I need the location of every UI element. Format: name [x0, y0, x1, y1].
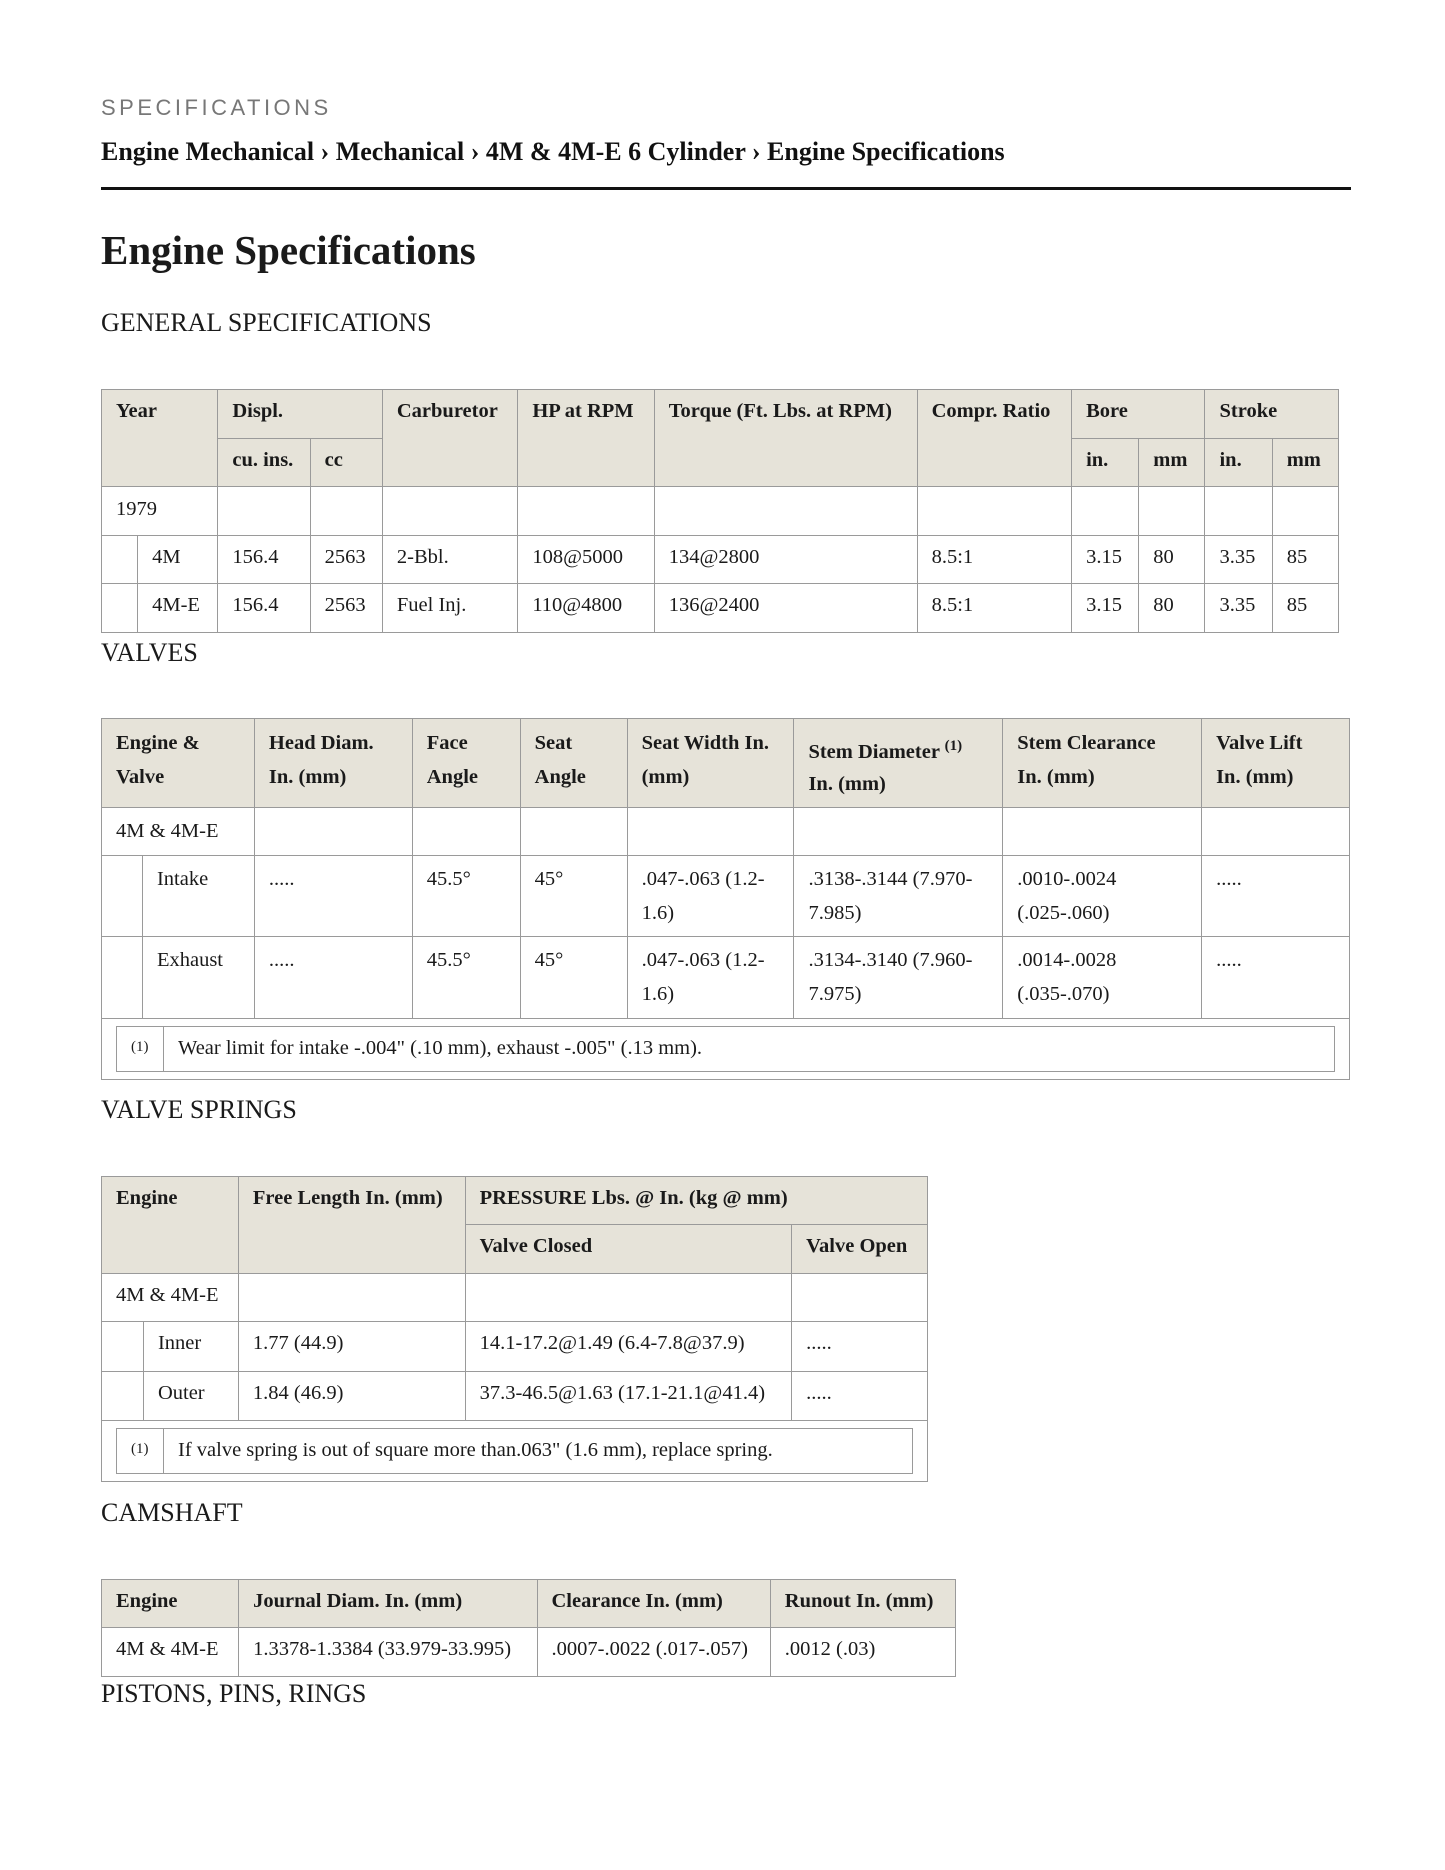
table-group-row	[102, 808, 1350, 856]
col-header-seat-angle	[520, 719, 627, 808]
cell-cc: 2563	[310, 584, 382, 633]
cell-seat-width	[627, 856, 794, 937]
table-header-row	[102, 1580, 956, 1628]
header-line: Stem Clearance	[1017, 732, 1156, 754]
col-header-runout: Runout In. (mm)	[770, 1580, 955, 1628]
cell-stem-clearance	[1003, 937, 1202, 1019]
cell-line: 7.985)	[808, 902, 862, 924]
cell-stem-diameter	[794, 937, 1003, 1019]
cell-face-angle: 45.5°	[412, 856, 520, 937]
cell-valve-lift: .....	[1202, 856, 1350, 937]
cell-spring: Inner	[143, 1322, 238, 1372]
cell-carburetor: Fuel Inj.	[382, 584, 517, 633]
group-label-year: 1979	[102, 487, 218, 536]
cell-carburetor: 2-Bbl.	[382, 536, 517, 584]
cell-valve-open: .....	[792, 1372, 928, 1421]
table-header-row	[102, 719, 1350, 808]
table-row	[102, 937, 1350, 1019]
cell-bore-in: 3.15	[1072, 536, 1139, 584]
header-line: Seat	[534, 732, 573, 754]
cell-seat-angle: 45°	[520, 856, 627, 937]
header-line: Valve	[116, 766, 165, 788]
col-header-seat-width	[627, 719, 794, 808]
table-group-row	[102, 487, 1339, 536]
cell-stroke-mm: 85	[1272, 536, 1338, 584]
cell-bore-mm: 80	[1139, 584, 1205, 633]
col-header-valve-open: Valve Open	[792, 1225, 928, 1274]
col-header-year: Year	[102, 390, 218, 487]
footnote-text: If valve spring is out of square more than.063" (1.6 mm), replace spring.	[164, 1429, 913, 1474]
footnote-container	[102, 1019, 1350, 1080]
table-row	[102, 1322, 928, 1372]
table-row	[102, 584, 1339, 633]
table-header-row	[102, 390, 1339, 439]
table-footnote-row	[102, 1421, 928, 1482]
col-header-pressure: PRESSURE Lbs. @ In. (kg @ mm)	[465, 1177, 927, 1225]
cell-line: .3138-.3144 (7.970-	[808, 868, 973, 890]
col-header-hp: HP at RPM	[518, 390, 654, 487]
table-row	[102, 856, 1350, 937]
col-header-clearance: Clearance In. (mm)	[537, 1580, 770, 1628]
section-kicker: SPECIFICATIONS	[101, 95, 332, 120]
col-header-cc: cc	[310, 439, 382, 487]
cell-runout: .0012 (.03)	[770, 1628, 955, 1677]
cell-seat-width	[627, 937, 794, 1019]
valves-table	[101, 718, 1350, 1080]
general-specs-heading: GENERAL SPECIFICATIONS	[101, 308, 432, 337]
col-header-journal-diam: Journal Diam. In. (mm)	[239, 1580, 537, 1628]
table-row	[102, 1628, 956, 1677]
col-header-engine: Engine	[102, 1580, 239, 1628]
cell-seat-angle: 45°	[520, 937, 627, 1019]
cell-hp: 110@4800	[518, 584, 654, 633]
table-row	[102, 1372, 928, 1421]
cell-model: 4M	[138, 536, 218, 584]
cell-compr: 8.5:1	[917, 584, 1071, 633]
col-header-bore-in: in.	[1072, 439, 1139, 487]
cell-valve: Exhaust	[142, 937, 254, 1019]
col-header-stem-diameter	[794, 719, 1003, 808]
table-row	[102, 536, 1339, 584]
col-header-carburetor: Carburetor	[382, 390, 517, 487]
header-line: Engine &	[116, 732, 200, 754]
cell-stem-clearance	[1003, 856, 1202, 937]
cell-torque: 136@2400	[654, 584, 917, 633]
cell-compr: 8.5:1	[917, 536, 1071, 584]
breadcrumb: Engine Mechanical › Mechanical › 4M & 4M-E 6 Cylinder › Engine Specifications	[101, 137, 1005, 166]
header-line: In. (mm)	[1216, 766, 1294, 788]
col-header-free-length: Free Length In. (mm)	[238, 1177, 465, 1274]
footnote-mark: (1)	[117, 1429, 164, 1474]
cell-line: 1.6)	[641, 902, 675, 924]
col-header-bore: Bore	[1072, 390, 1205, 439]
header-line: Face	[426, 732, 468, 754]
cell-journal-diam: 1.3378-1.3384 (33.979-33.995)	[239, 1628, 537, 1677]
cell-model: 4M-E	[138, 584, 218, 633]
header-line: In. (mm)	[1017, 766, 1095, 788]
cell-line: .047-.063 (1.2-	[641, 949, 765, 971]
cell-valve-closed: 14.1-17.2@1.49 (6.4-7.8@37.9)	[465, 1322, 792, 1372]
header-line: In. (mm)	[808, 772, 886, 795]
col-header-stroke-in: in.	[1205, 439, 1272, 487]
col-header-stroke: Stroke	[1205, 390, 1339, 439]
col-header-valve-lift	[1202, 719, 1350, 808]
header-line: Seat Width In.	[641, 732, 769, 754]
cell-bore-mm: 80	[1139, 536, 1205, 584]
header-line: In. (mm)	[268, 766, 347, 788]
cell-stroke-in: 3.35	[1205, 536, 1272, 584]
cell-stem-diameter	[794, 856, 1003, 937]
valve-springs-heading: VALVE SPRINGS	[101, 1095, 297, 1124]
cell-face-angle: 45.5°	[412, 937, 520, 1019]
header-line: (mm)	[641, 766, 690, 788]
cell-stroke-in: 3.35	[1205, 584, 1272, 633]
cell-head-diam: .....	[254, 937, 412, 1019]
col-header-engine-valve	[102, 719, 255, 808]
table-header-row	[102, 1177, 928, 1225]
cell-line: 1.6)	[641, 983, 675, 1005]
col-header-valve-closed: Valve Closed	[465, 1225, 792, 1274]
cell-clearance: .0007-.0022 (.017-.057)	[537, 1628, 770, 1677]
col-header-compr: Compr. Ratio	[917, 390, 1071, 487]
pistons-heading: PISTONS, PINS, RINGS	[101, 1679, 367, 1708]
valves-heading: VALVES	[101, 638, 198, 667]
cell-line: .0010-.0024	[1017, 868, 1117, 890]
table-group-row	[102, 1274, 928, 1322]
footnote-text: Wear limit for intake -.004" (.10 mm), exhaust -.005" (.13 mm).	[164, 1027, 1335, 1072]
cell-engine: 4M & 4M-E	[102, 1628, 239, 1677]
header-line: Stem Diameter	[808, 740, 940, 763]
cell-free-length: 1.77 (44.9)	[238, 1322, 465, 1372]
col-header-face-angle	[412, 719, 520, 808]
cell-hp: 108@5000	[518, 536, 654, 584]
header-line: Valve Lift	[1216, 732, 1303, 754]
cell-valve-open: .....	[792, 1322, 928, 1372]
col-header-head-diam	[254, 719, 412, 808]
footnote	[116, 1428, 913, 1474]
page-title: Engine Specifications	[101, 227, 476, 273]
cell-spring: Outer	[143, 1372, 238, 1421]
footnote	[116, 1026, 1335, 1072]
camshaft-heading: CAMSHAFT	[101, 1498, 243, 1527]
group-label-engine: 4M & 4M-E	[102, 1274, 239, 1322]
cell-free-length: 1.84 (46.9)	[238, 1372, 465, 1421]
cell-valve-closed: 37.3-46.5@1.63 (17.1-21.1@41.4)	[465, 1372, 792, 1421]
col-header-engine: Engine	[102, 1177, 239, 1274]
camshaft-table	[101, 1579, 956, 1677]
cell-bore-in: 3.15	[1072, 584, 1139, 633]
general-specs-table	[101, 389, 1339, 633]
col-header-displ: Displ.	[218, 390, 383, 439]
footnote-marker: (1)	[944, 738, 963, 754]
cell-line: (.025-.060)	[1017, 902, 1110, 924]
cell-line: (.035-.070)	[1017, 983, 1110, 1005]
cell-line: .047-.063 (1.2-	[641, 868, 765, 890]
col-header-cu-ins: cu. ins.	[218, 439, 310, 487]
col-header-stroke-mm: mm	[1272, 439, 1338, 487]
cell-valve: Intake	[142, 856, 254, 937]
cell-head-diam: .....	[254, 856, 412, 937]
cell-line: .3134-.3140 (7.960-	[808, 949, 973, 971]
cell-cu-ins: 156.4	[218, 584, 310, 633]
group-label-engine: 4M & 4M-E	[102, 808, 255, 856]
cell-line: .0014-.0028	[1017, 949, 1117, 971]
col-header-stem-clearance	[1003, 719, 1202, 808]
header-line: Head Diam.	[268, 732, 374, 754]
header-line: Angle	[426, 766, 478, 788]
footnote-mark: (1)	[117, 1027, 164, 1072]
header-divider	[101, 187, 1351, 190]
header-line: Angle	[534, 766, 586, 788]
col-header-bore-mm: mm	[1139, 439, 1205, 487]
cell-stroke-mm: 85	[1272, 584, 1338, 633]
cell-line: 7.975)	[808, 983, 862, 1005]
cell-torque: 134@2800	[654, 536, 917, 584]
cell-cc: 2563	[310, 536, 382, 584]
footnote-container	[102, 1421, 928, 1482]
table-footnote-row	[102, 1019, 1350, 1080]
cell-valve-lift: .....	[1202, 937, 1350, 1019]
valve-springs-table	[101, 1176, 928, 1482]
col-header-torque: Torque (Ft. Lbs. at RPM)	[654, 390, 917, 487]
cell-cu-ins: 156.4	[218, 536, 310, 584]
